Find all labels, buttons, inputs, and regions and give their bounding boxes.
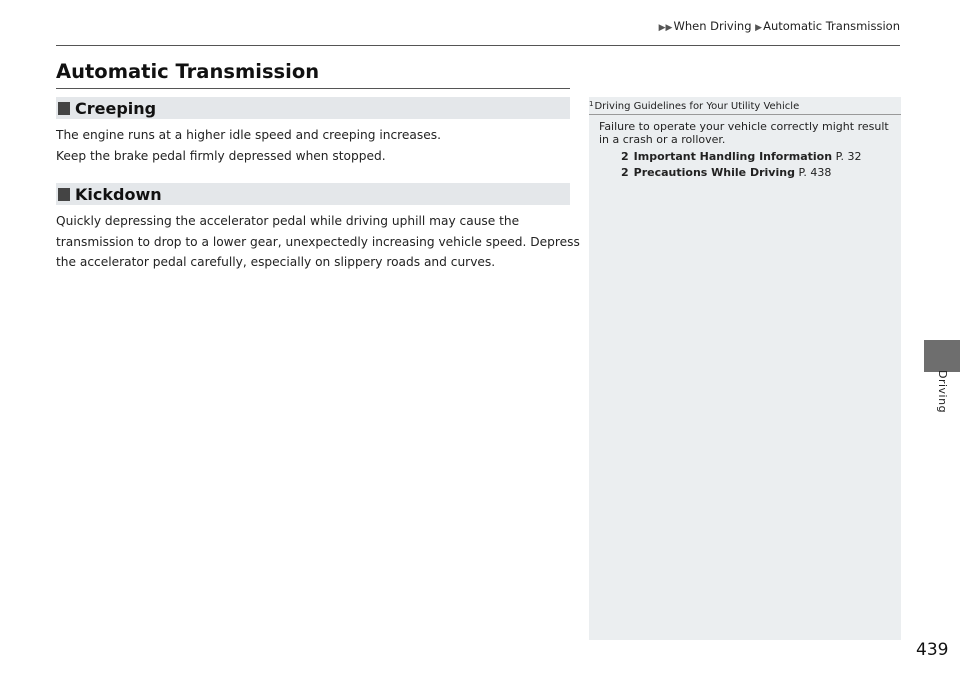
chapter-label: Driving <box>936 370 949 414</box>
section-heading-label: Kickdown <box>75 184 162 204</box>
note-link-label: Precautions While Driving <box>633 166 795 179</box>
note-ref-mark: 1 <box>589 100 594 108</box>
title-divider <box>56 88 570 89</box>
side-note-panel <box>589 97 901 640</box>
header-divider <box>56 45 900 46</box>
arrow-icon: ▶ <box>755 23 763 33</box>
page-title: Automatic Transmission <box>56 60 320 83</box>
note-body-line: in a crash or a rollover. <box>599 133 726 146</box>
section-heading-kickdown <box>56 183 570 205</box>
note-title-text: Driving Guidelines for Your Utility Vehicle <box>594 101 800 112</box>
note-link-important-handling[interactable] <box>621 150 862 163</box>
section-body-creeping <box>56 125 576 166</box>
note-link-page: P. 32 <box>835 150 862 163</box>
note-body-line: Failure to operate your vehicle correctly might result <box>599 120 889 133</box>
breadcrumb-item-when-driving[interactable]: When Driving <box>673 19 752 33</box>
square-bullet-icon <box>58 102 70 115</box>
cross-reference-icon: 2 <box>621 166 629 179</box>
page-number: 439 <box>916 640 949 660</box>
body-line: the accelerator pedal carefully, especially on slippery roads and curves. <box>56 255 496 269</box>
square-bullet-icon <box>58 188 70 201</box>
note-link-page: P. 438 <box>798 166 832 179</box>
breadcrumb-item-automatic-transmission[interactable]: Automatic Transmission <box>763 19 900 33</box>
body-line: Quickly depressing the accelerator pedal while driving uphill may cause the <box>56 214 520 228</box>
body-line: Keep the brake pedal firmly depressed when stopped. <box>56 148 386 163</box>
section-heading-creeping <box>56 97 570 119</box>
section-body-kickdown <box>56 211 580 273</box>
section-heading-label: Creeping <box>75 98 157 118</box>
breadcrumb <box>659 19 900 33</box>
body-line: The engine runs at a higher idle speed and creeping increases. <box>56 128 441 142</box>
note-divider <box>589 114 901 115</box>
note-link-precautions[interactable] <box>621 166 831 179</box>
note-title <box>589 100 799 112</box>
note-body <box>599 120 889 146</box>
chapter-tab[interactable] <box>924 340 960 372</box>
double-arrow-icon: ▶▶ <box>658 23 673 33</box>
note-link-label: Important Handling Information <box>633 150 833 163</box>
cross-reference-icon: 2 <box>621 150 629 163</box>
body-line: transmission to drop to a lower gear, unexpectedly increasing vehicle speed. Depress <box>56 234 580 249</box>
